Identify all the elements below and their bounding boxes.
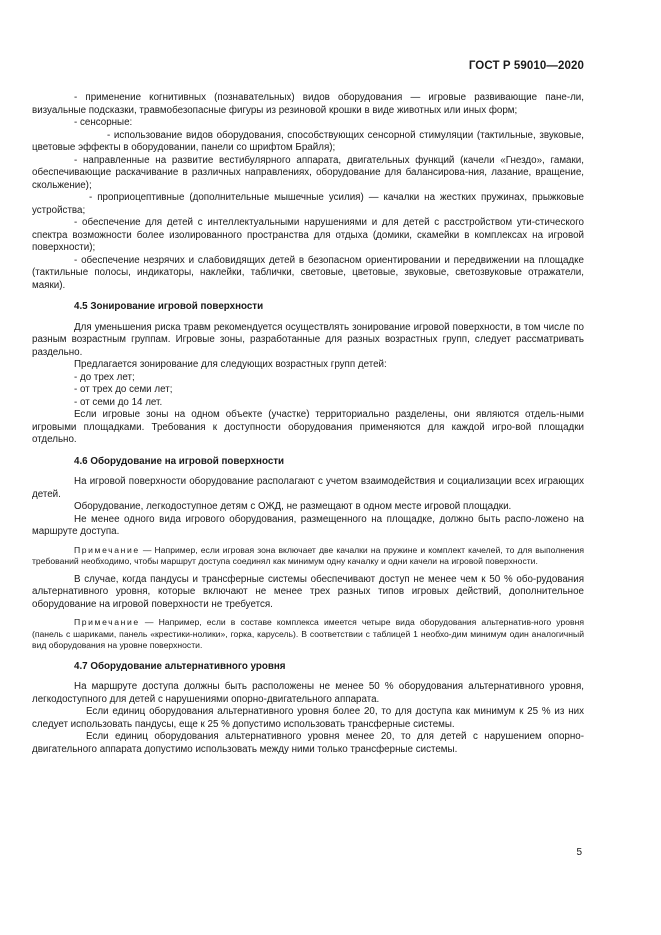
section-title-4-6: 4.6 Оборудование на игровой поверхности	[74, 455, 285, 467]
paragraph-alt-level-route: На маршруте доступа должны быть расположены не менее 50 % оборудования альтернативного уровня, легкодоступного для детей с нарушениями опорно-двигательного аппарата.	[32, 681, 584, 705]
paragraph-separate-zones: Если игровые зоны на одном объекте (участке) территориально разделены, они являются отдель-ными игровыми площадками. Требования к доступности оборудования применяются для каждой игро-вой площадки отдельно.	[32, 409, 584, 445]
list-item-age-3: - от семи до 14 лет.	[74, 396, 163, 408]
paragraph-ramps: В случае, когда пандусы и трансферные системы обеспечивают доступ не менее чем к 50 % обо-рудования альтернативного уровня, которые включают не менее трех разных типов игровых действий, дополнительное оборудование на игровой поверхности не требуется.	[32, 573, 584, 610]
paragraph-ojd: Оборудование, легкодоступное детям с ОЖД, не размещают в одном месте игровой площадки.	[74, 501, 512, 512]
list-item-age-1: - до трех лет;	[74, 371, 135, 383]
paragraph-more-than-20: Если единиц оборудования альтернативного уровня более 20, то для доступа как минимум к 25 % из них следует использовать пандусы, еще к 25 % допустимо использовать трансферные системы.	[32, 706, 584, 730]
paragraph-proprioceptive: - проприоцептивные (дополнительные мышечные усилия) — качалки на жестких пружинах, прыжковые устройства;	[32, 192, 584, 216]
note-2	[32, 617, 584, 652]
note-2-text: — Например, если в составе комплекса имеется четыре вида оборудования альтернатив-ного уровня (панель с шариками, панель «крестики-нолики», горка, карусель). В соответствии с таблицей 1 необхо-дим минимум один аналогичный вид оборудования на уровне поверхности.	[32, 617, 584, 650]
document-body	[32, 92, 584, 756]
paragraph-sensory: - сенсорные:	[74, 117, 133, 128]
paragraph-access-route: Не менее одного вида игрового оборудования, размещенного на площадке, должно быть распо-ложено на маршруте доступа.	[32, 513, 584, 537]
note-1-text: — Например, если игровая зона включает две качалки на пружине и комплект качелей, то для выполнения требований необходимо, чтобы маршрут доступа соединял как минимум одну качалку и одни качели на игровой поверхности.	[32, 544, 584, 566]
paragraph-placement: На игровой поверхности оборудование располагают с учетом взаимодействия и социализации всех играющих детей.	[32, 476, 584, 500]
paragraph-cognitive: - применение когнитивных (познавательных) видов оборудования — игровые развивающие пане-ли, визуальные подсказки, травмобезопасные фигуры из резиновой крошки в виде животных или иных форм;	[32, 92, 584, 116]
paragraph-age-groups-intro: Предлагается зонирование для следующих возрастных групп детей:	[74, 359, 387, 370]
paragraph-intellectual: - обеспечение для детей с интеллектуальными нарушениями и для детей с расстройством ути-стического спектра возможности более изолированного пространства для отдыха (домики, скамейки в комплексах на игровой поверхности);	[32, 217, 584, 253]
paragraph-zoning: Для уменьшения риска травм рекомендуется осуществлять зонирование игровой поверхности, в том числе по разным возрастным группам. Игровые зоны, разработанные для разных возрастных групп, следует рассматривать раздельно.	[32, 321, 584, 358]
section-title-4-7: 4.7 Оборудование альтернативного уровня	[74, 660, 286, 672]
section-title-4-5: 4.5 Зонирование игровой поверхности	[74, 301, 264, 312]
note-1	[32, 545, 584, 568]
note-label: Примечание	[74, 617, 140, 627]
paragraph-visually-impaired: - обеспечение незрячих и слабовидящих детей в безопасном ориентировании и передвижении на площадке (тактильные полосы, индикаторы, наклейки, таблички, световые, цветовые, звуковые, светозвуковые отражатели, маяки).	[32, 254, 584, 291]
paragraph-vestibular: - направленные на развитие вестибулярного аппарата, двигательных функций (качели «Гнездо», гамаки, обеспечивающие раскачивание в различных направлениях, оборудование для балансирова-ния, лазание, вращение, скольжение);	[32, 154, 584, 191]
paragraph-sensory-stimulation: - использование видов оборудования, способствующих сенсорной стимуляции (тактильные, звуковые, цветовые эффекты в оборудовании, панели со шрифтом Брайля);	[32, 129, 584, 153]
note-label: Примечание	[74, 544, 140, 555]
page-number: 5	[576, 847, 582, 858]
paragraph-less-than-20: Если единиц оборудования альтернативного уровня менее 20, то для детей с нарушением опорно-двигательного аппарата допустимо использовать между ними только трансферные системы.	[32, 731, 584, 755]
document-header: ГОСТ Р 59010—2020	[468, 60, 584, 72]
list-item-age-2: - от трех до семи лет;	[74, 384, 173, 395]
